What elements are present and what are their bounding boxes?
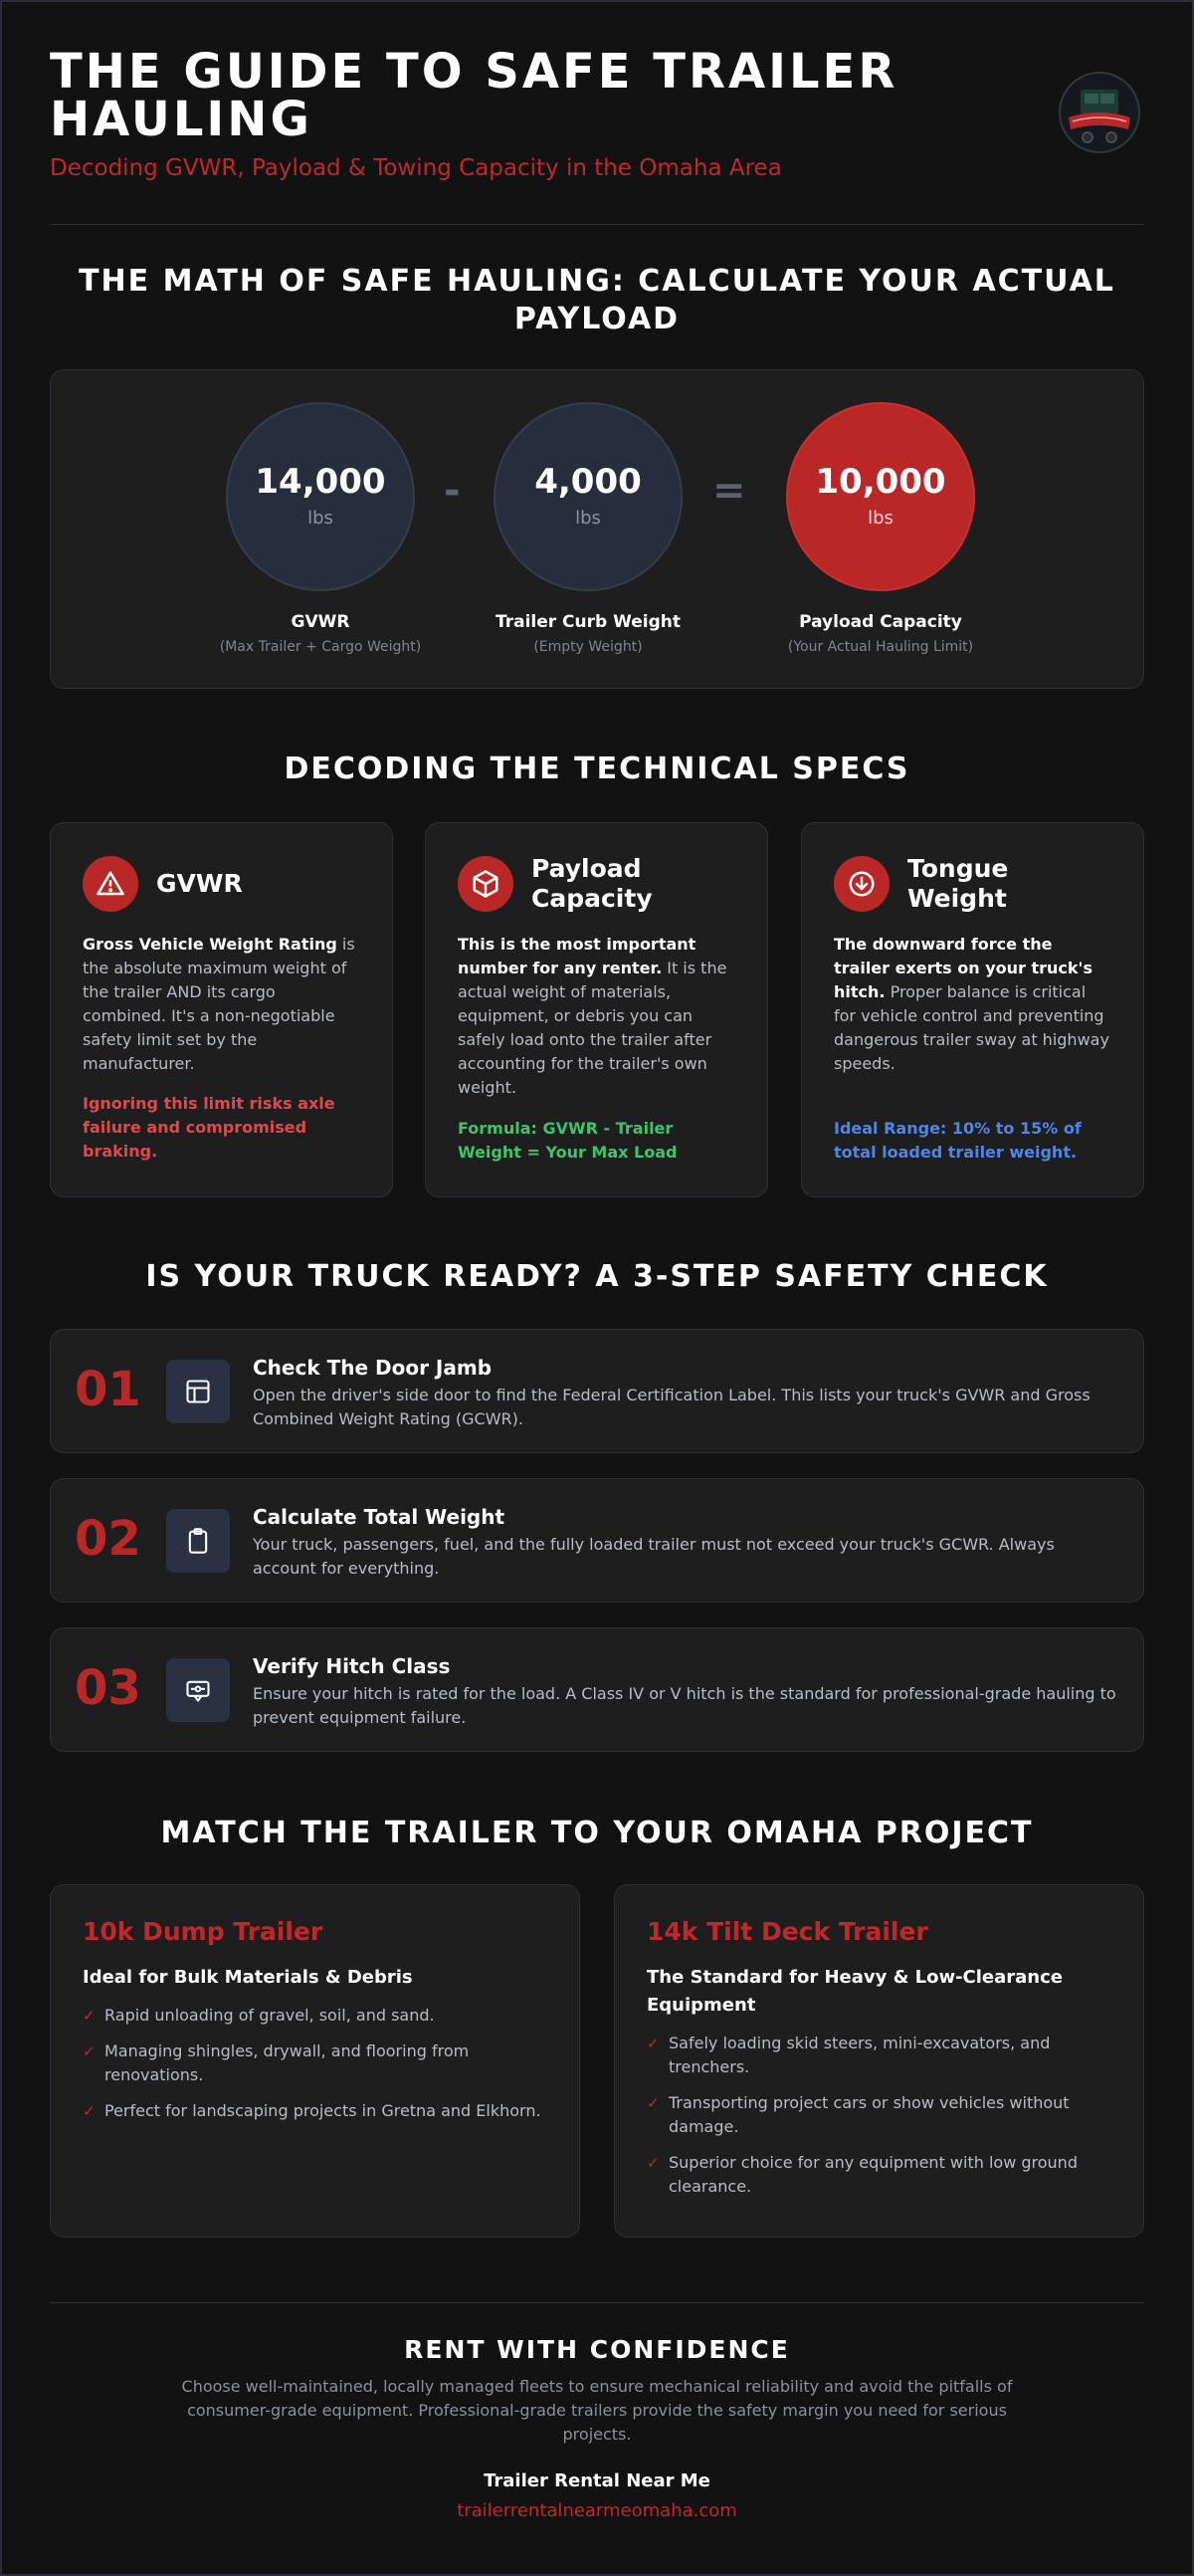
step-description: Your truck, passengers, fuel, and the fully loaded trailer must not exceed your truck's GCWR. Always account for everything. <box>253 1535 1055 1578</box>
spec-lead: This is the most important number for any renter. <box>458 935 696 977</box>
step-title: Verify Hitch Class <box>253 1654 451 1678</box>
check-icon: ✓ <box>647 2035 660 2052</box>
payload-calculation-card <box>50 369 1144 689</box>
spec-lead: Gross Vehicle Weight Rating <box>83 935 337 954</box>
trailer-card-tilt-deck <box>614 1884 1144 2238</box>
minus-operator: - <box>444 468 461 514</box>
warning-triangle-icon <box>83 856 138 912</box>
step-number: 02 <box>75 1511 141 1567</box>
step-number: 01 <box>75 1362 141 1417</box>
step-card-1 <box>50 1329 1144 1453</box>
spec-card-tongue-weight <box>801 822 1144 1197</box>
payload-sublabel: (Your Actual Hauling Limit) <box>787 639 974 655</box>
trailer-card-dump <box>50 1884 580 2238</box>
step-title: Calculate Total Weight <box>253 1505 505 1529</box>
spec-title: GVWR <box>156 869 243 898</box>
footer-website-link[interactable]: trailerrentalnearmeomaha.com <box>457 2500 737 2521</box>
spec-title: Tongue Weight <box>907 854 1009 913</box>
spec-title: Payload Capacity <box>531 854 653 913</box>
step-title: Check The Door Jamb <box>253 1356 493 1380</box>
trailer-feature-list <box>647 2032 1111 2199</box>
box-icon <box>458 856 513 912</box>
list-item: ✓ Safely loading skid steers, mini-excavators, and trenchers. <box>647 2034 1051 2076</box>
list-item: ✓ Managing shingles, drywall, and flooring from renovations. <box>83 2041 470 2084</box>
check-icon: ✓ <box>83 2042 96 2060</box>
curb-weight-label: Trailer Curb Weight <box>495 612 682 632</box>
door-panel-icon <box>166 1360 230 1423</box>
spec-body <box>834 933 1111 1076</box>
spec-warning-note: Ignoring this limit risks axle failure and compromised braking. <box>83 1094 335 1161</box>
page-subtitle: Decoding GVWR, Payload & Towing Capacity in the Omaha Area <box>50 155 782 181</box>
trailer-feature-list <box>83 2004 547 2123</box>
spec-card-payload <box>425 822 768 1197</box>
trailers-section-title: MATCH THE TRAILER TO YOUR OMAHA PROJECT <box>160 1816 1034 1850</box>
step-card-3 <box>50 1627 1144 1752</box>
curb-weight-unit: lbs <box>575 508 601 529</box>
spec-text: It is the actual weight of materials, equipment, or debris you can safely load onto the trailer after accounting for the trailer's own weight. <box>458 959 727 1097</box>
payload-label: Payload Capacity <box>799 612 962 632</box>
gvwr-unit: lbs <box>307 508 333 529</box>
curb-weight-circle <box>494 402 683 591</box>
trailer-name: 10k Dump Trailer <box>83 1917 323 1946</box>
gvwr-circle <box>226 402 415 591</box>
list-item: ✓ Transporting project cars or show vehicles without damage. <box>647 2093 1070 2136</box>
step-card-2 <box>50 1478 1144 1603</box>
page-title: THE GUIDE TO SAFE TRAILER HAULING <box>50 44 898 147</box>
step-number: 03 <box>75 1660 141 1716</box>
step-description: Open the driver's side door to find the Federal Certification Label. This lists your truck's GVWR and Gross Combined Weight Rating (GCWR). <box>253 1386 1091 1428</box>
spec-body <box>83 933 360 1076</box>
list-item: ✓ Perfect for landscaping projects in Gretna and Elkhorn. <box>83 2099 547 2123</box>
header <box>50 44 1144 181</box>
spec-text: Proper balance is critical for vehicle control and preventing dangerous trailer sway at highway speeds. <box>834 982 1109 1073</box>
trailer-rental-logo-icon <box>1055 68 1144 157</box>
check-icon: ✓ <box>83 2007 96 2025</box>
gvwr-sublabel: (Max Trailer + Cargo Weight) <box>219 639 422 655</box>
trailer-name: 14k Tilt Deck Trailer <box>647 1917 928 1946</box>
gvwr-value: 14,000 <box>255 462 386 502</box>
spec-text: is the absolute maximum weight of the trailer AND its cargo combined. It's a non-negotiable safety limit set by the manufacturer. <box>83 935 355 1073</box>
trailer-subtitle: Ideal for Bulk Materials & Debris <box>83 1967 413 1988</box>
header-divider <box>50 224 1144 225</box>
payload-circle <box>786 402 975 591</box>
spec-card-gvwr <box>50 822 393 1197</box>
equals-operator: = <box>712 468 746 514</box>
spec-lead: The downward force the trailer exerts on your truck's hitch. <box>834 935 1093 1001</box>
gvwr-label: GVWR <box>291 612 350 632</box>
specs-section-title: DECODING THE TECHNICAL SPECS <box>284 751 910 786</box>
footer-brand-name: Trailer Rental Near Me <box>484 2470 710 2491</box>
curb-weight-sublabel: (Empty Weight) <box>533 639 643 655</box>
check-icon: ✓ <box>647 2154 660 2172</box>
payload-value: 10,000 <box>815 462 946 502</box>
footer-title: RENT WITH CONFIDENCE <box>404 2335 790 2364</box>
spec-body <box>458 933 735 1100</box>
payload-unit: lbs <box>868 508 894 529</box>
arrow-down-circle-icon <box>834 856 890 912</box>
hitch-icon <box>166 1658 230 1722</box>
clipboard-icon <box>166 1509 230 1573</box>
list-item: ✓ Superior choice for any equipment with low ground clearance. <box>647 2153 1078 2196</box>
check-icon: ✓ <box>647 2094 660 2112</box>
footer-description: Choose well-maintained, locally managed fleets to ensure mechanical reliability and avoid the pitfalls of consumer-grade equipment. Professional-grade trailers provide the safety margin you need for serious projects. <box>181 2377 1013 2444</box>
math-section-title: THE MATH OF SAFE HAULING: CALCULATE YOUR ACTUAL PAYLOAD <box>79 264 1115 336</box>
list-item: ✓ Rapid unloading of gravel, soil, and sand. <box>83 2004 547 2028</box>
spec-formula-note: Formula: GVWR - Trailer Weight = Your Max Load <box>458 1119 678 1162</box>
curb-weight-value: 4,000 <box>534 462 642 502</box>
spec-range-note: Ideal Range: 10% to 15% of total loaded trailer weight. <box>834 1119 1082 1162</box>
trailer-subtitle: The Standard for Heavy & Low-Clearance Equipment <box>647 1967 1063 2016</box>
steps-section-title: IS YOUR TRUCK READY? A 3-STEP SAFETY CHECK <box>145 1259 1049 1294</box>
footer-divider <box>50 2302 1144 2303</box>
check-icon: ✓ <box>83 2102 96 2120</box>
step-description: Ensure your hitch is rated for the load. A Class IV or V hitch is the standard for professional-grade hauling to prevent equipment failure. <box>253 1684 1116 1727</box>
